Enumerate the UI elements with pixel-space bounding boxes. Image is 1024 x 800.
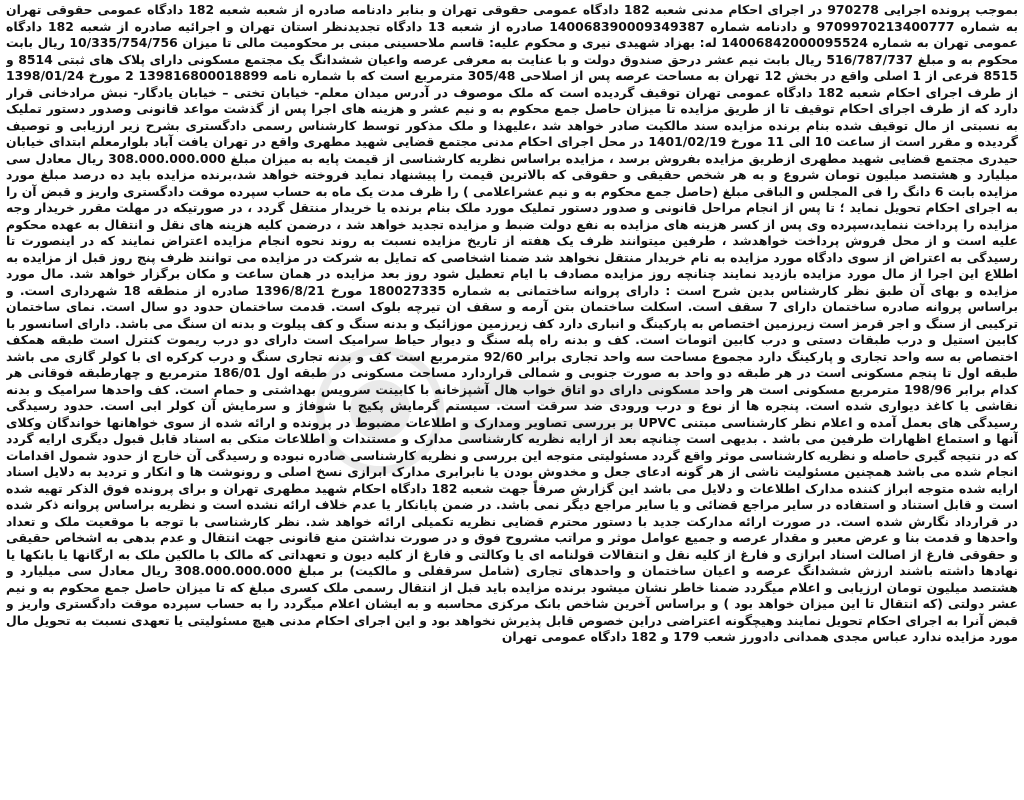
notice-paragraph: بموجب پرونده اجرایی 970278 در اجرای احکام مدنی شعبه 182 دادگاه عمومی حقوقی تهران و بنابر دادنامه صادره از شعبه شعبه 182 دادگاه عمومی حقوقی تهران به شماره 9709970213400777 و دادنامه شماره 140068390009349387 صادره از شعبه 13 دادگاه تجدیدنظر استان تهران و اجرائیه صادره از شعبه 182 دادگاه عمومی تهران به شماره 14006842000095524 له: بهزاد شهیدی نیری و محکوم علیه: قاسم ملاحسینی مبنی بر محکومیت مالی تا میزان 10/335/754/756 ریال بابت محکوم به و مبلغ 516/787/737 ریال بابت نیم عشر درحق صندوق دولت و با عنایت به معرفی عرصه واعیان ششدانگ یک مجتمع مسکونی دارای پلاک های ثبتی 8514 و 8515 فرعی از 1 اصلی واقع در بخش 12 تهران به مساحت عرصه پس از اصلاحی 305/48 مترمربع است که با شماره نامه 139816800018899 2 مورخ 1398/01/24 از طرف اجرای احکام شعبه 182 دادگاه عمومی تهران توقیف گردیده است که ملک موصوف در آدرس میدان معلم- خیابان تختی – خیابان یادگار- نبش مرادخانی قرار دارد که از طرف اجرای احکام توقیف تا از طریق مزایده تا میزان حاصل جمع محکوم به و نیم عشر و هزینه های اجرا پس از گذشت مواعد قانونی وصدور دستور تملیک به نسبتی از مال توقیف شده بنام برنده مزایده سند مالکیت صادر خواهد شد ،علیهذا و ملک مذکور توسط کارشناس رسمی دادگستری بشرح زیر ارزیابی و توصیف گردیده و مقرر است از ساعت 10 الی 11 مورخ 1401/02/19 در محل اجرای احکام مدنی مجتمع قضایی شهید مطهری واقع در تهران یافت آباد بلوارمعلم ابتدای خیابان حیدری مجتمع قضایی شهید مطهری ازطریق مزایده بفروش برسد ، مزایده براساس نظریه کارشناسی از قیمت پایه به میزان مبلغ 308.000.000.000 ریال معادل سی میلیارد و هشتصد میلیون تومان شروع و به هر شخص حقیقی و حقوقی که بالاترین قیمت را پیشنهاد نماید فروخته خواهد شد،برنده مزایده باید ده درصد مبلغ مورد مزایده بابت 6 دانگ را فی المجلس و الباقی مبلغ (حاصل جمع محکوم به و نیم عشراعلامی ) را ظرف مدت یک ماه به حساب سپرده موقت دادگستری واریز و قبض آن را به اجرای احکام تحویل نماید ؛ تا پس از انجام مراحل قانونی و صدور دستور تملیک مورد ملک بنام برنده یا خریدار منتقل گردد ، در صورتیکه در مهلت مقرر خریدار وجه مزایده را پرداخت ننماید،سپرده وی پس از کسر هزینه های مزایده به نفع دولت ضبط و مزایده تجدید خواهد شد ، درضمن کلیه هزینه های نقل و انتقال به عهده محکوم علیه است و از محل فروش پرداخت خواهدشد ، طرفین میتوانند ظرف یک هفته از تاریخ مزایده نسبت به روند نحوه انجام مزایده اعتراض نمایند که در اینصورت تا رسیدگی به اعتراض از سوی دادگاه مورد مزایده به نام خریدار منتقل نخواهد شد ضمنا اشخاصی که تمایل به شرکت در مزایده می توانند ظرف پنج روز قبل از مزایده به اطلاع این اجرا از مال مورد مزایده بازدید نمایند چنانچه روز مزایده مصادف با ایام تعطیل شود روز بعد مزایده در همان ساعت و مکان برگزار خواهد شد. مال مورد مزایده و بهای آن طبق نظر کارشناس بدین شرح است : دارای پروانه ساختمانی به شماره 180027335 مورخ 1396/8/21 صادره از منطقه 18 شهرداری است. و براساس پروانه صادره ساختمان دارای 7 سقف است. اسکلت ساختمان بتن آرمه و سقف ان تیرچه بلوک است. قدمت ساختمان حدود دو سال است. نمای ساختمان ترکیبی از سنگ و اجر قرمز است زیرزمین اختصاص به پارکینگ و انباری دارد کف زیرزمین موزائیک و بدنه سنگ و کف پیلوت و بدنه ان سنگ می باشد. دارای اسانسور با کابین استیل و درب طبقات دستی و درب کابین اتومات است. کف و بدنه راه پله سنگ و دیوار حیاط سرامیک است دارای دو درب ریموت کنترل است طبقه همکف اختصاص به سه واحد تجاری و پارکینگ دارد مجموع مساحت سه واحد تجاری برابر 92/60 مترمربع است کف و بدنه تجاری سنگ و درب کرکره ای با کولر گازی می باشد طبقه اول تا پنجم مسکونی است در هر طبقه دو واحد به صورت جنوبی و شمالی قراردارد مساحت مسکونی در طبقه اول 186/01 مترمربع و چهارطبقه فوقانی هر کدام برابر 198/96 مترمربع مسکونی است هر واحد مسکونی دارای دو اتاق خواب هال آشپزخانه با کابینت سرویس بهداشتی و حمام است. کف واحدها سرامیک و بدنه نقاشی یا کاغذ دیواری شده است. پنجره ها از نوع و درب ورودی ضد سرقت است. سیستم گرمایش پکیج با شوفاژ و سرمایش آن کولر ابی است. حدود رسیدگی رسیدگی های بعمل آمده و اعلام نظر کارشناسی مبتنی UPVC بر بررسی تصاویر ومدارک و اطلاعات مضبوط در پرونده و ارائه شده از سوی خواهانها خواندگان وکلای آنها و استماع اظهارات طرفین می باشد . بدیهی است چنانچه بعد از ارایه نظریه کارشناسی مدارک و مستندات و اطلاعات متکی به اسناد قابل قبول دیگری ارایه گردد که در نتیجه گیری حاصله و نظریه کارشناسی موثر واقع گردد مسئولیتی متوجه این بررسی و نظریه کارشناسی صادره نبوده و رسیدگی آن خارج از حدود شمول اقدامات انجام شده می باشد همچنین مسئولیت ناشی از هر گونه ادعای جعل و مخدوش بودن یا نابرابری مدارک ابرازی نسخ اصلی و رونوشت ها و انکار و تردید به دلایل اسناد ارایه شده متوجه ابراز کننده مدارک اطلاعات و دلایل می باشد این گزارش صرفاً جهت شعبه 182 دادگاه احکام شهید مطهری تهران و برای پرونده فوق الذکر تهیه شده است و قابل استناد و استفاده در سایر مراجع قضائی و یا سایر مراجع دیگر نمی باشد. در ضمن پایانکار یا عدم خلاف ارائه نشده است و نظریه براساس پروانه ذکر شده در قرارداد نگارش شده است. در صورت ارائه مدارکت جدید با دستور محترم قضایی نظریه تکمیلی ارائه خواهد شد. نظر کارشناسی با توجه با موقعیت ملک و تعداد واحدها و قدمت بنا و عرض معبر و مقدار عرصه و جمیع عوامل موثر و مراتب مشروح فوق و در صورت نداشتن منع قانونی جهت انتقال و عدم بدهی به اشخاص حقیقی و حقوقی فارغ از اصالت اسناد ابرازی و فارغ از کلیه نقل و انتقالات قولنامه ای یا وکالتی و فارغ از کلیه دیون و تعهداتی که مالک با مالکین ملک به ارگانها یا بانکها یا نهادها داشته باشند ارزش ششدانگ عرصه و اعیان ساختمان و واحدهای تجاری (شامل سرقفلی و مالکیت) بر مبلغ 308.000.000.000 ریال معادل سی میلیارد و هشتصد میلیون تومان ارزیابی و اعلام میگردد ضمنا خاطر نشان میشود برنده مزایده باید قبل از انتقال رسمی ملک کسری مبلغ که تا میزان حاصل جمع محکوم به و نیم عشر دولتی (که انتقال تا این میزان خواهد بود ) و براساس آخرین شاخص بانک مرکزی محاسبه و به ایشان اعلام میگردد را به حساب سپرده موقت دادگستری واریز و قبض آنرا به اجرای احکام تحویل نمایند وهیچگونه اعتراضی دراین خصوص قابل پذیرش نخواهد بود و این اجرای احکام مدنی هیچ مسئولیتی یا تعهدی نسبت به تحویل مال مورد مزایده ندارد عباس مجدی همدانی دادورز شعب 179 و 182 دادگاه عمومی تهران [6, 2, 1018, 644]
auction-notice-text [6, 2, 1018, 798]
